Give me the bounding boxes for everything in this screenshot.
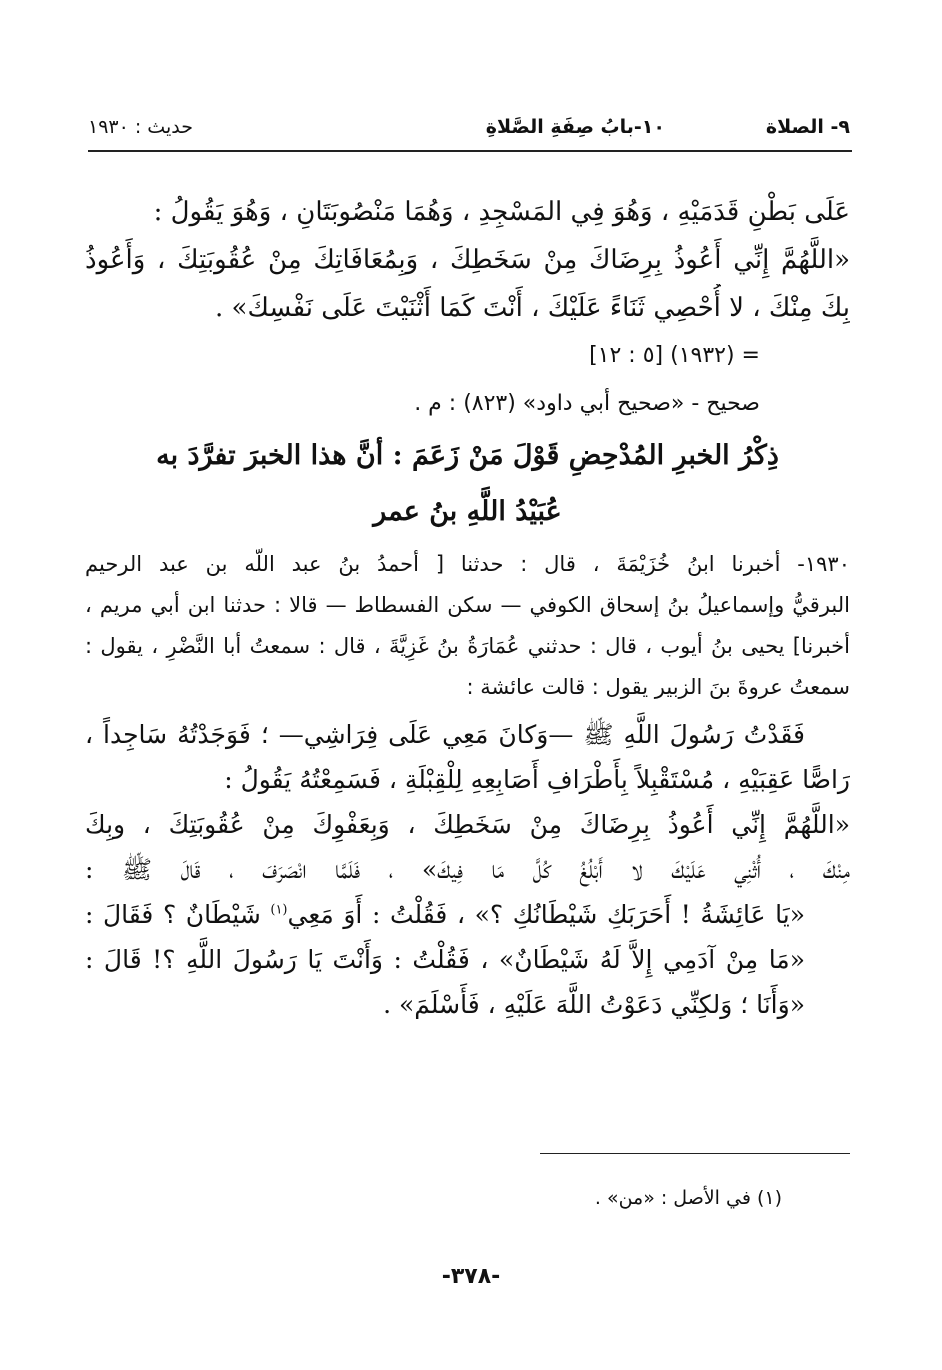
chapter-heading-line: ذِكْرُ الخبرِ المُدْحِضِ قَوْلَ مَنْ زَعَمَ : أنَّ هذا الخبرَ تفرَّدَ به: [156, 440, 779, 471]
header-section: ١٠-بابُ صِفَةِ الصَّلاةِ: [485, 116, 665, 138]
matn-line: فَقَدْتُ رَسُولَ اللَّهِ ﷺ —وَكانَ مَعِي عَلَى فِرَاشِي— ؛ فَوَجَدْتُهُ سَاجِداً ،: [85, 720, 805, 749]
hadith-matn: [85, 712, 850, 1027]
footnote-marker[interactable]: (١): [270, 902, 288, 918]
continuation-text: [85, 188, 850, 332]
isnad-line: ١٩٣٠- أخبرنا ابنُ خُزَيْمَةَ ، قال : حدثنا [ أحمدُ بنُ عبد اللّه بن عبد الرحيم: [85, 552, 850, 576]
text-line: «اللَّهُمَّ إِنِّي أَعُوذُ بِرِضَاكَ مِنْ سَخَطِكَ ، وَبِمُعَافَاتِكَ مِنْ عُقُوبَتِكَ ، وَأَعُوذُ: [85, 245, 850, 275]
running-header: [88, 112, 850, 142]
chapter-heading-line: عُبَيْدُ اللَّهِ بنُ عمر: [373, 496, 562, 527]
matn-line-part: شَيْطَانٌ ؟ فَقَالَ :: [85, 900, 261, 929]
hadith-grading: صحيح - «صحيح أبي داود» (٨٢٣) : م .: [414, 391, 760, 416]
cross-reference-text: = (١٩٣٢) [٥ : ١٢]: [589, 343, 760, 368]
text-line: بِكَ مِنْكَ ، لا أُحْصِي ثَنَاءً عَلَيْكَ ، أَنْتَ كَمَا أَثْنَيْتَ عَلَى نَفْسِكَ» .: [215, 293, 850, 323]
isnad-line: البرقيُّ وإسماعيلُ بنُ إسحاق الكوفي — سكن الفسطاط — قالا : حدثنا ابن أبي مريم ،: [85, 593, 850, 617]
header-hadith-number: حديث : ١٩٣٠: [88, 116, 193, 138]
matn-line-part: «يَا عَائِشَةُ ! أَحَرَبَكِ شَيْطَانُكِ ؟» ، فَقُلْتُ : أَوَ مَعِي: [287, 900, 806, 929]
text-line: عَلَى بَطْنِ قَدَمَيْهِ ، وَهُوَ فِي المَسْجِدِ ، وَهُمَا مَنْصُوبَتَانِ ، وَهُوَ يَقُولُ :: [153, 197, 850, 227]
isnad-line: سمعتُ عروةَ بنَ الزبير يقول : قالت عائشة :: [466, 675, 850, 699]
cross-reference: [85, 332, 850, 380]
page-number: -٣٧٨-: [441, 1264, 501, 1289]
isnad-line: أخبرنا] يحيى بنُ أيوب ، قال : حدثني عُمَارَةُ بنُ غَزِيَّةَ ، قال : سمعتُ أبا النَّضْرِ ، يقول :: [85, 634, 850, 658]
matn-line: [85, 892, 850, 937]
isnad-chain: [85, 544, 850, 708]
header-chapter: ٩- الصلاة: [765, 116, 850, 138]
matn-line: رَاصًّا عَقِبَيْهِ ، مُسْتَقْبِلاً بِأَطْرَافِ أَصَابِعِهِ لِلْقِبْلَةِ ، فَسَمِعْتُهُ يَقُولُ :: [224, 765, 850, 794]
header-divider: [88, 150, 852, 152]
chapter-heading: [85, 428, 850, 540]
footnote-divider: [540, 1153, 850, 1154]
matn-line: «وَأَنَا ؛ وَلكِنِّي دَعَوْتُ اللَّهَ عَلَيْهِ ، فَأَسْلَمَ» .: [383, 990, 805, 1019]
page-body: [85, 188, 850, 1027]
footnote: (١) في الأصل : «من» .: [594, 1187, 782, 1209]
matn-line: «مَا مِنْ آدَمِي إِلاَّ لَهُ شَيْطَانٌ» ، فَقُلْتُ : وَأَنْتَ يَا رَسُولَ اللَّهِ ؟! قَالَ :: [85, 945, 805, 974]
matn-line: مِنْكَ ، أُثْنِي عَلَيْكَ لا أَبْلُغُ كُلَّ مَا فِيكَ» ، فَلَمَّا انْصَرَفَ ، قَالَ ﷺ :: [85, 855, 850, 884]
matn-line: «اللَّهُمَّ إِنِّي أَعُوذُ بِرِضَاكَ مِنْ سَخَطِكَ ، وَبِعَفْوِكَ مِنْ عُقُوبَتِكَ ، وبِكَ: [85, 810, 850, 839]
